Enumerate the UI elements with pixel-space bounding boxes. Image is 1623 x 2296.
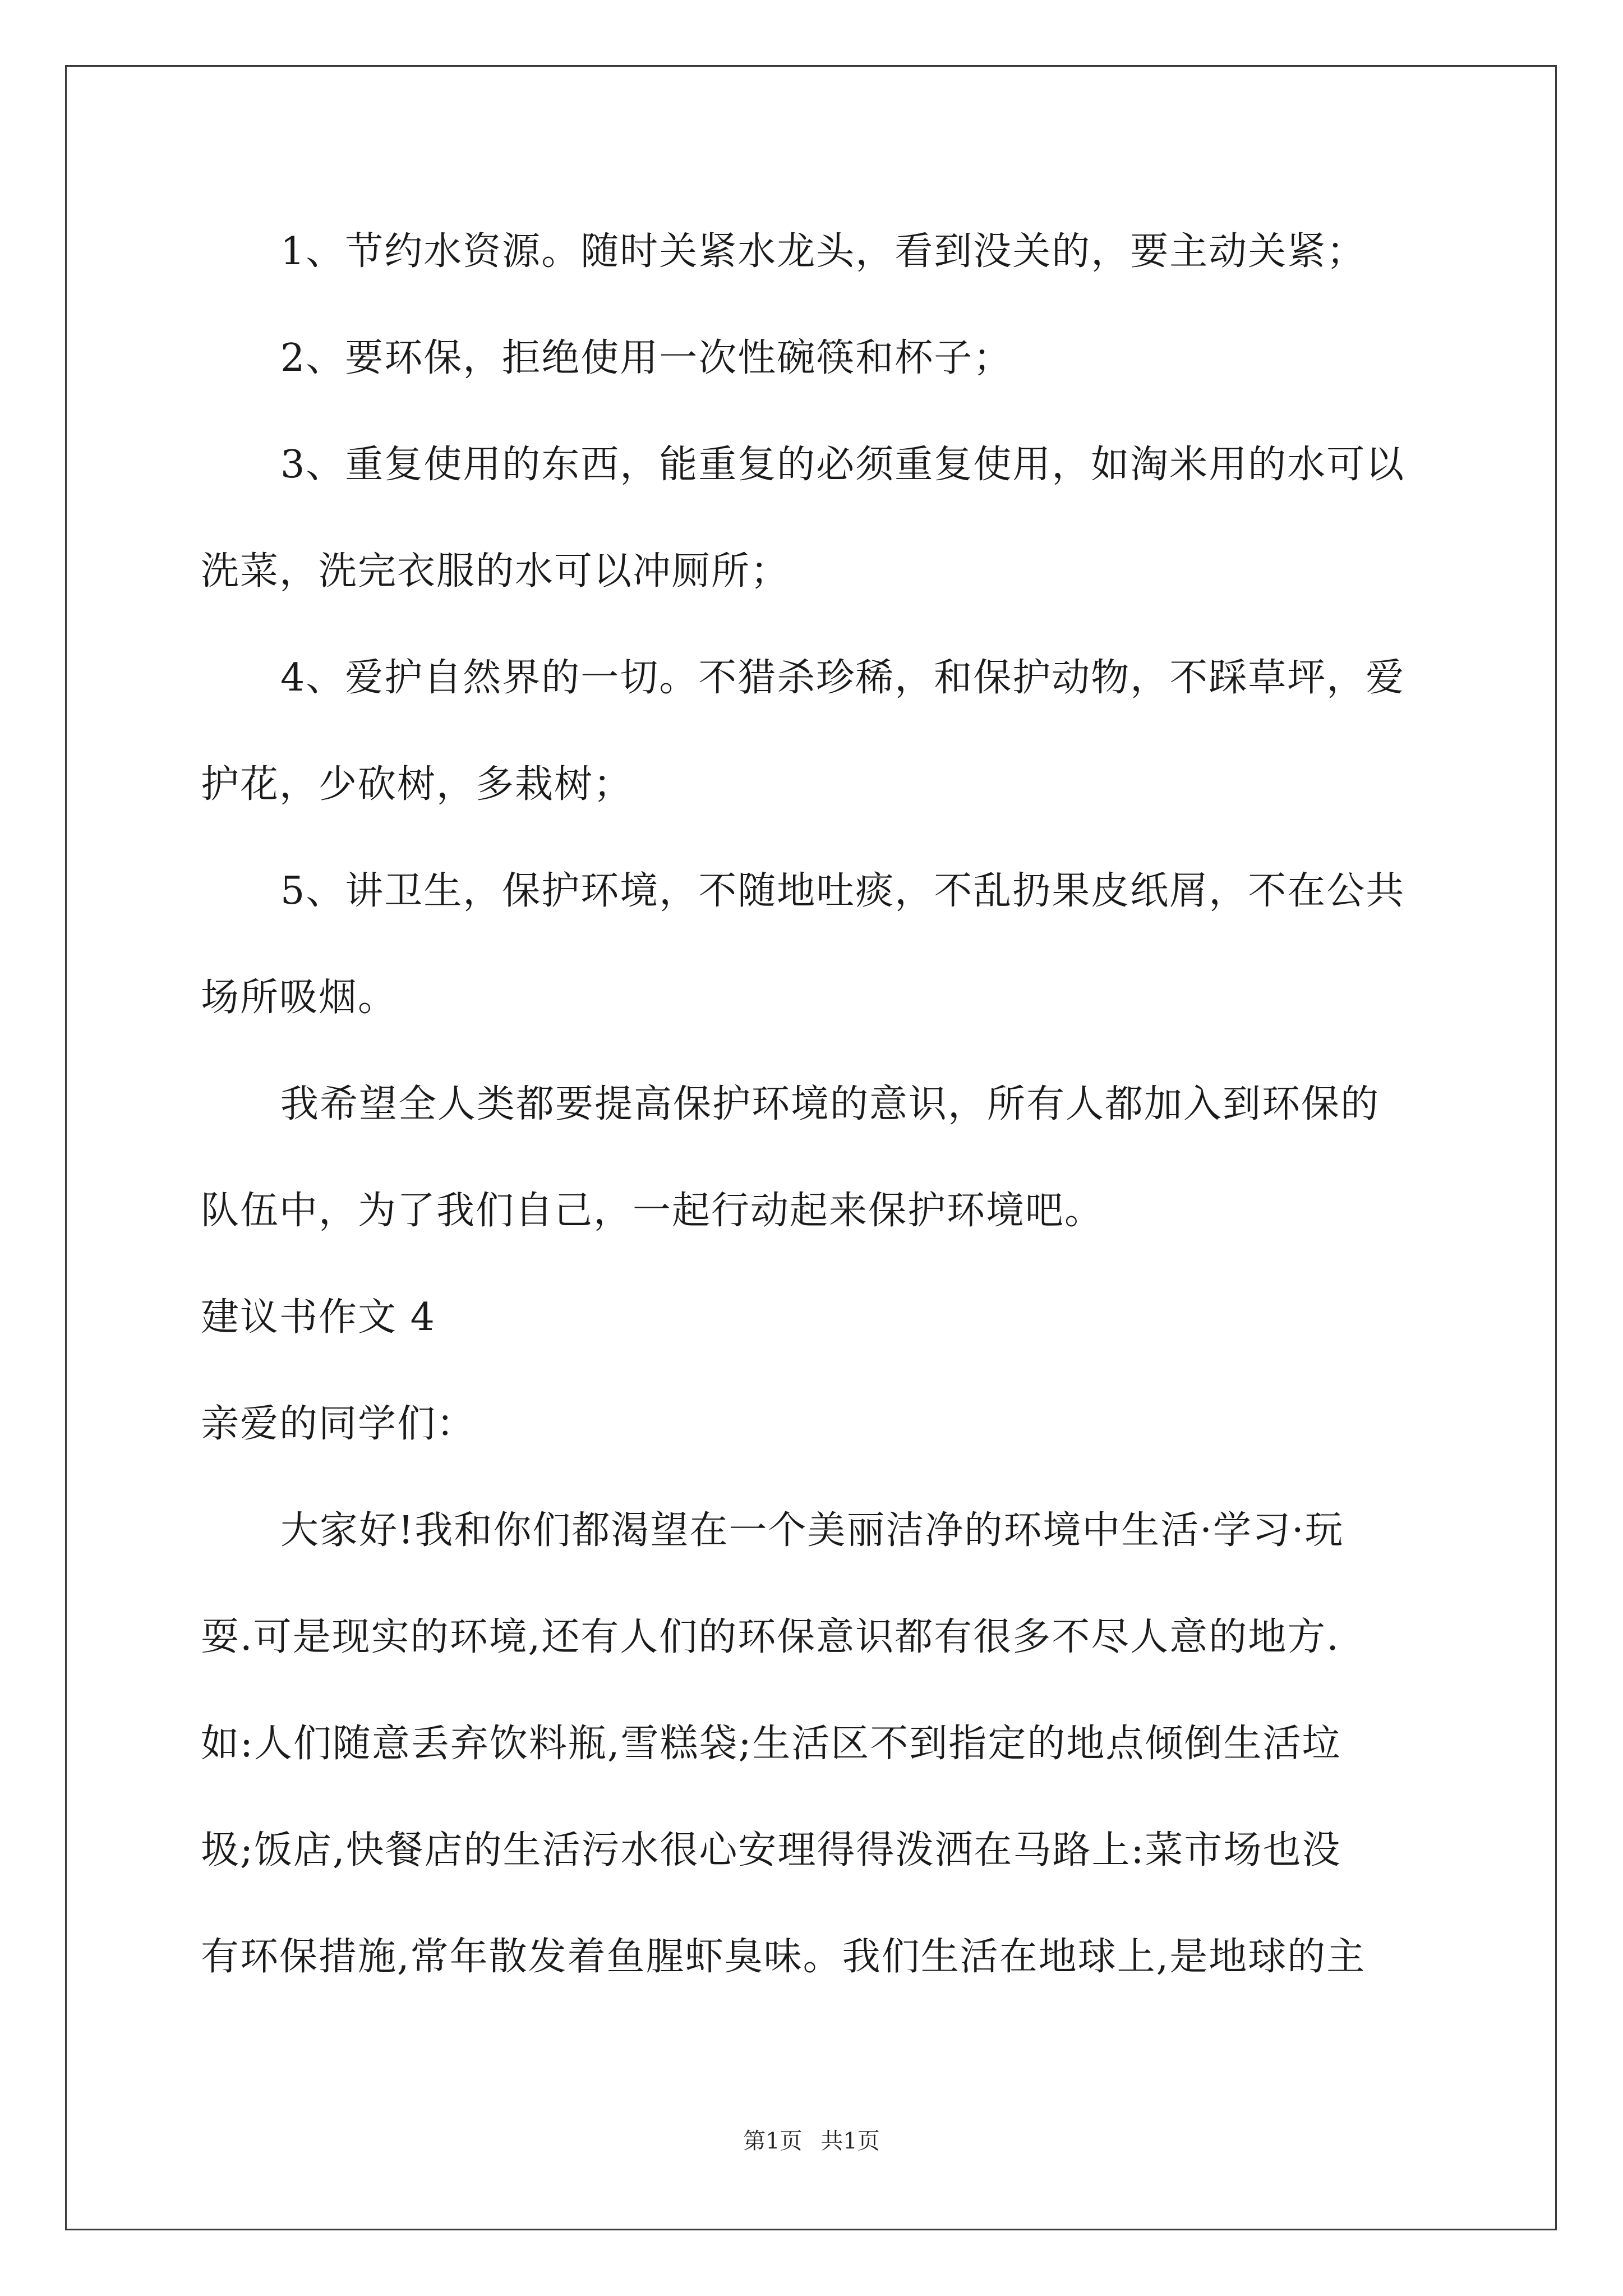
page-footer <box>0 2123 1623 2155</box>
text-line: 场所吸烟。 <box>201 976 398 1020</box>
text-line: 5、讲卫生，保护环境，不随地吐痰，不乱扔果皮纸屑，不在公共 <box>280 869 1405 913</box>
text-line: 如:人们随意丢弃饮料瓶,雪糕袋;生活区不到指定的地点倾倒生活垃 <box>201 1722 1341 1766</box>
text-line: 大家好!我和你们都渴望在一个美丽洁净的环境中生活·学习·玩 <box>280 1508 1344 1553</box>
text-line: 队伍中，为了我们自己，一起行动起来保护环境吧。 <box>201 1189 1104 1233</box>
salutation: 亲爱的同学们： <box>201 1402 476 1446</box>
text-line: 1、节约水资源。随时关紧水龙头，看到没关的，要主动关紧； <box>280 229 1366 274</box>
page-border <box>65 65 1557 2230</box>
text-line: 3、重复使用的东西，能重复的必须重复使用，如淘米用的水可以 <box>280 443 1405 487</box>
text-line: 有环保措施,常年散发着鱼腥虾臭味。我们生活在地球上,是地球的主 <box>201 1935 1366 1979</box>
page-number: 第1页 <box>743 2128 803 2154</box>
text-line: 圾;饭店,快餐店的生活污水很心安理得得泼洒在马路上:菜市场也没 <box>201 1828 1341 1872</box>
text-line: 耍.可是现实的环境,还有人们的环保意识都有很多不尽人意的地方. <box>201 1615 1340 1659</box>
page-total: 共1页 <box>820 2128 880 2154</box>
text-line: 护花，少砍树，多栽树； <box>201 762 633 807</box>
text-line: 洗菜，洗完衣服的水可以冲厕所； <box>201 549 790 593</box>
text-line: 4、爱护自然界的一切。不猎杀珍稀，和保护动物，不踩草坪，爱 <box>280 656 1405 700</box>
section-heading: 建议书作文 4 <box>201 1295 436 1340</box>
text-line: 2、要环保，拒绝使用一次性碗筷和杯子； <box>280 336 1013 380</box>
text-line: 我希望全人类都要提高保护环境的意识，所有人都加入到环保的 <box>280 1082 1380 1126</box>
